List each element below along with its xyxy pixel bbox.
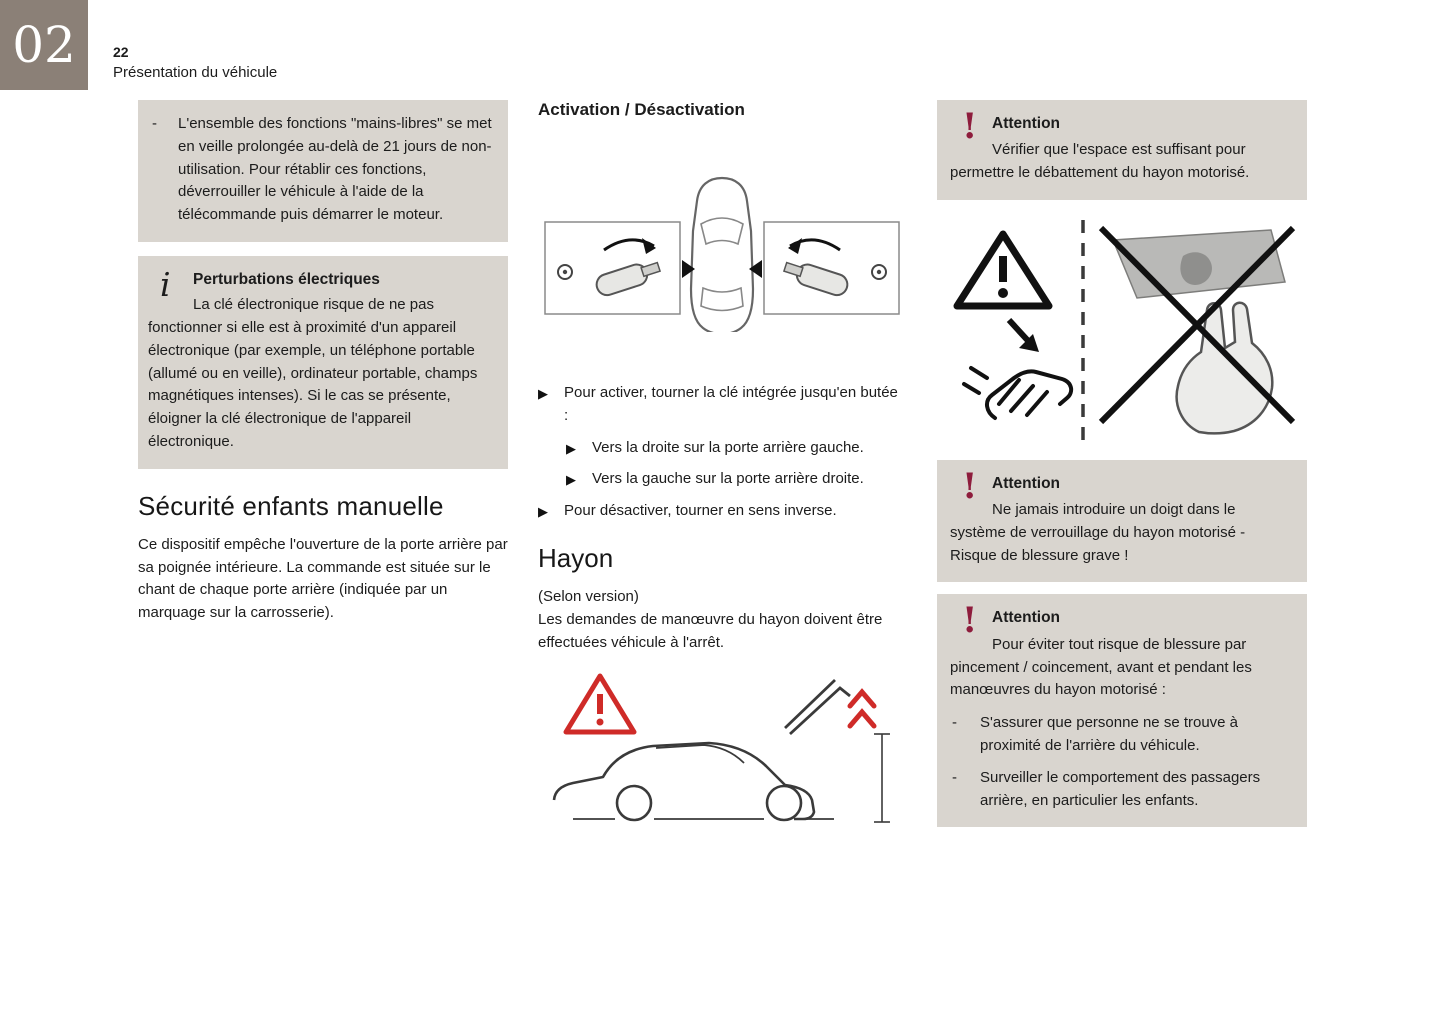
left-column bbox=[138, 100, 508, 625]
bullet-arrow-icon: ▶ bbox=[566, 440, 576, 456]
dash-bullet: - bbox=[952, 714, 957, 732]
finger-trap-crossed-icon bbox=[1101, 228, 1293, 433]
attention-box-finger bbox=[937, 460, 1307, 583]
attention-box-pinching bbox=[937, 594, 1307, 827]
info-box-title: Perturbations électriques bbox=[193, 270, 380, 288]
tailgate-caution-svg bbox=[937, 218, 1307, 444]
warning-triangle-icon bbox=[957, 234, 1049, 306]
right-column bbox=[937, 100, 1307, 827]
attention-title: Attention bbox=[992, 115, 1061, 132]
step-sub-right-text: Vers la droite sur la porte arrière gauche. bbox=[592, 438, 864, 456]
attention-icon: ! bbox=[962, 465, 978, 507]
info-box-body: La clé électronique risque de ne pas fonctionner si elle est à proximité d'un appareil électronique (par exemple, un téléphone portable (allumé ou en veille), ordinateur portable, champs magnétiques intenses). Si le cas se présente, éloigner la clé électronique de l'appareil électronique. bbox=[148, 296, 478, 451]
tailgate-warning-svg bbox=[538, 664, 906, 834]
chapter-number-box bbox=[0, 0, 88, 90]
tailgate-caution-illustration bbox=[937, 218, 1307, 444]
attention-title: Attention bbox=[992, 474, 1061, 492]
bullet-arrow-icon: ▶ bbox=[538, 504, 548, 520]
chapter-number: 02 bbox=[12, 16, 76, 74]
attention-bullet bbox=[950, 767, 1291, 813]
child-safety-paragraph: Ce dispositif empêche l'ouverture de la porte arrière par sa poignée intérieure. La commande est située sur le chant de chaque porte arrière (indiquée par un marquage sur la carrosserie). bbox=[138, 535, 508, 622]
attention-box-clearance bbox=[937, 100, 1307, 200]
tailgate-open-lines bbox=[785, 680, 850, 734]
electrical-interference-box bbox=[138, 256, 508, 469]
step-activate-text: Pour activer, tourner la clé intégrée jusqu'en butée : bbox=[564, 384, 898, 424]
activation-steps bbox=[538, 382, 906, 523]
section-title: Présentation du véhicule bbox=[113, 64, 278, 81]
attention-bullet bbox=[950, 712, 1291, 758]
key-activation-svg bbox=[538, 172, 906, 332]
car-side-view bbox=[554, 743, 834, 820]
clearance-dimension-line bbox=[874, 734, 890, 822]
attention-bullet-text: S'assurer que personne ne se trouve à proximité de l'arrière du véhicule. bbox=[980, 714, 1239, 754]
push-arrow-icon bbox=[1009, 320, 1039, 352]
dash-bullet: - bbox=[152, 115, 157, 132]
key-left-icon bbox=[545, 222, 680, 314]
dash-bullet: - bbox=[952, 768, 957, 786]
bullet-arrow-icon: ▶ bbox=[566, 472, 576, 488]
bullet-arrow-icon: ▶ bbox=[538, 386, 548, 401]
step-sub-left-text: Vers la gauche sur la porte arrière droite. bbox=[592, 470, 864, 488]
key-right-icon bbox=[764, 222, 899, 314]
tailgate-paragraph: Les demandes de manœuvre du hayon doivent être effectuées véhicule à l'arrêt. bbox=[538, 610, 883, 651]
car-top-view bbox=[691, 178, 753, 332]
attention-title: Attention bbox=[992, 609, 1061, 627]
attention-icon: ! bbox=[962, 600, 978, 642]
warning-triangle-red-icon bbox=[566, 676, 634, 732]
key-activation-illustration bbox=[538, 172, 906, 332]
attention-body: Vérifier que l'espace est suffisant pour permettre le débattement du hayon motorisé. bbox=[950, 141, 1250, 182]
push-hand-icon bbox=[964, 368, 1071, 418]
step-sub-left bbox=[566, 468, 906, 491]
step-deactivate-text: Pour désactiver, tourner en sens inverse. bbox=[564, 502, 837, 520]
middle-column bbox=[538, 100, 906, 834]
tailgate-warning-illustration bbox=[538, 664, 906, 834]
attention-icon: ! bbox=[962, 106, 978, 147]
page-number: 22 bbox=[113, 44, 129, 60]
step-deactivate bbox=[538, 500, 906, 523]
tailgate-up-arrow-icon bbox=[850, 692, 874, 726]
attention-body: Ne jamais introduire un doigt dans le système de verrouillage du hayon motorisé - Risque de blessure grave ! bbox=[950, 501, 1246, 564]
attention-bullet-list bbox=[950, 712, 1291, 812]
version-note: (Selon version) bbox=[538, 587, 639, 605]
activation-heading: Activation / Désactivation bbox=[538, 100, 745, 119]
attention-body: Pour éviter tout risque de blessure par pincement / coincement, avant et pendant les manœuvres du hayon motorisé : bbox=[950, 635, 1252, 699]
tailgate-heading: Hayon bbox=[538, 542, 614, 573]
child-safety-heading: Sécurité enfants manuelle bbox=[138, 490, 444, 521]
info-icon: i bbox=[160, 264, 171, 304]
step-sub-right bbox=[566, 437, 906, 460]
step-activate bbox=[538, 382, 906, 428]
handsfree-note-box bbox=[138, 100, 508, 242]
attention-bullet-text: Surveiller le comportement des passagers arrière, en particulier les enfants. bbox=[980, 768, 1261, 809]
handsfree-note-text: L'ensemble des fonctions "mains-libres" se met en veille prolongée au-delà de 21 jours de non-utilisation. Pour rétablir ces fonctions, déverrouiller le véhicule à l'aide de la télécommande puis démarrer le moteur. bbox=[178, 115, 492, 224]
